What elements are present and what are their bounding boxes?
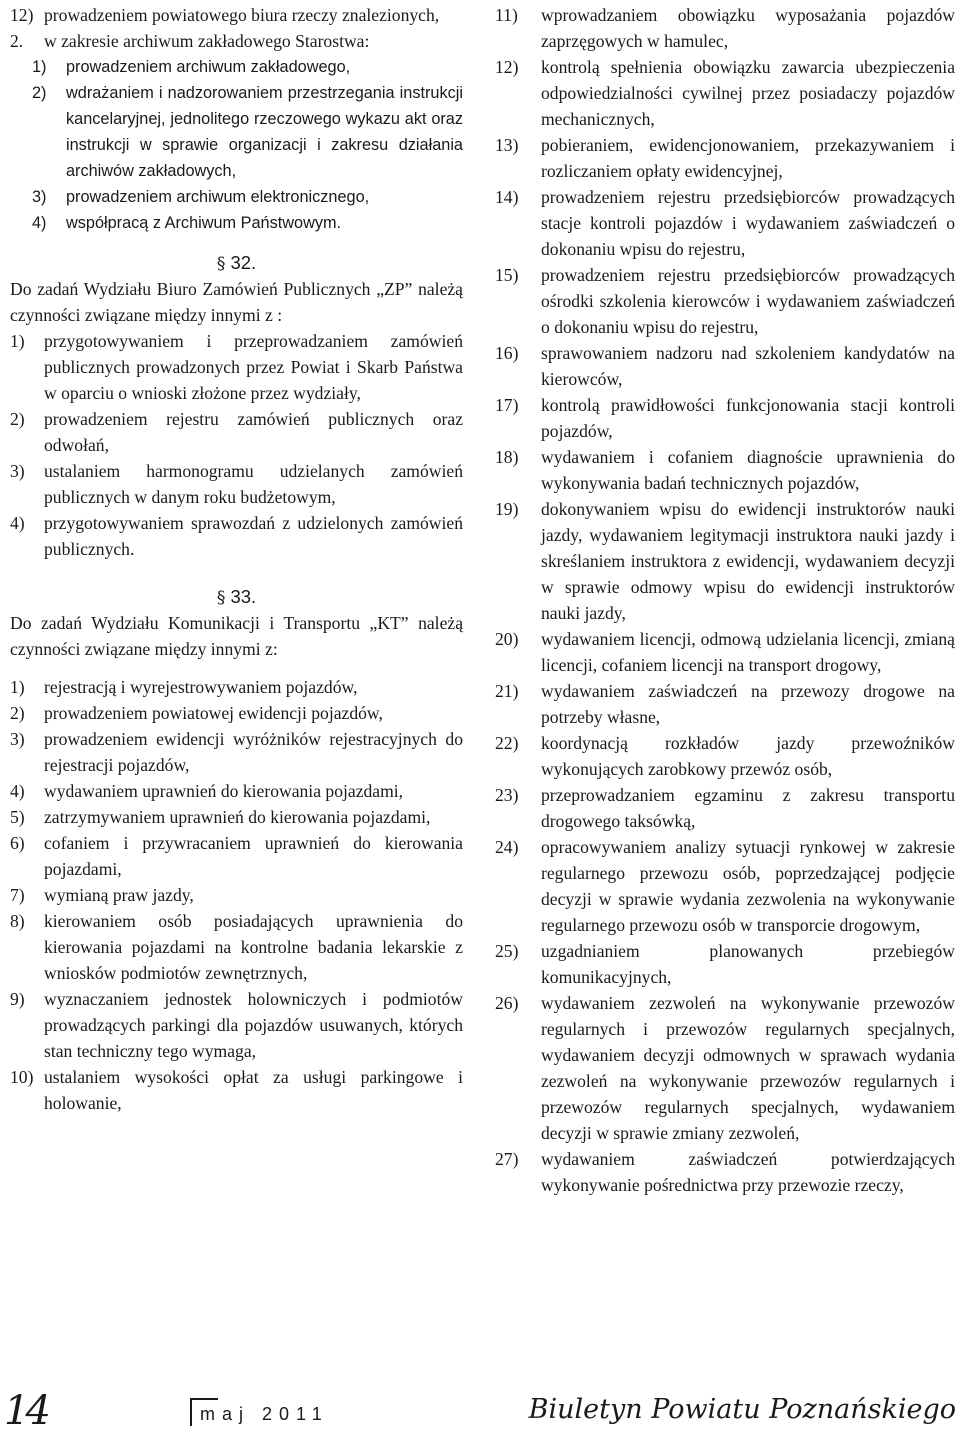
item-text: kontrolą spełnienia obowiązku zawarcia ubezpieczenia odpowiedzialności cywilnej przez posiadaczy pojazdów mechanicznych,: [541, 57, 955, 129]
list-item: [495, 834, 955, 938]
section-32-heading: [10, 250, 463, 276]
item-text: wydawaniem zaświadczeń potwierdzających wykonywanie pośrednictwa przy przewozie rzeczy,: [541, 1149, 955, 1195]
list-item: [495, 496, 955, 626]
list-item: [10, 184, 463, 210]
list-item: [10, 674, 463, 700]
item-number: 1): [32, 58, 47, 76]
item-number: 16): [495, 343, 519, 363]
list-item: [10, 210, 463, 236]
item-text: prowadzeniem rejestru przedsiębiorców prowadzących ośrodki szkolenia kierowców i wydawaniem zaświadczeń o dokonaniu wpisu do rejestru,: [541, 265, 955, 337]
list-item: [495, 392, 955, 444]
list-item: [495, 626, 955, 678]
section-33-heading: [10, 584, 463, 610]
item-text: prowadzeniem powiatowego biura rzeczy znalezionych,: [44, 5, 440, 25]
item-text: wdrażaniem i nadzorowaniem przestrzegania instrukcji kancelaryjnej, jednolitego rzeczowego wykazu akt oraz instrukcji w sprawie organizacji i zakresu działania archiwów zakładowych,: [66, 84, 463, 180]
item-number: 1): [10, 677, 25, 697]
item-number: 6): [10, 833, 25, 853]
list-item: [10, 80, 463, 184]
item-text: dokonywaniem wpisu do ewidencji instruktorów nauki jazdy, wydawaniem legitymacji instruktora nauki jazdy i skreślaniem instruktora z ewidencji, wydawaniem decyzji w sprawie odmowy wpisu do ewidencji instruktorów nauki jazdy,: [541, 499, 955, 623]
item-text: rejestracją i wyrejestrowywaniem pojazdów,: [44, 677, 358, 697]
item-number: 27): [495, 1149, 519, 1169]
item-number: 2): [32, 84, 47, 102]
right-column: [495, 2, 955, 1198]
item-text: prowadzeniem ewidencji wyróżników rejestracyjnych do rejestracji pojazdów,: [44, 729, 463, 775]
footer-bracket: [190, 1398, 192, 1426]
list-item: [495, 2, 955, 54]
list-item: [495, 444, 955, 496]
list-item: [10, 726, 463, 778]
item-text: współpracą z Archiwum Państwowym.: [66, 214, 342, 232]
list-item: [10, 830, 463, 882]
item-number: 12): [495, 57, 519, 77]
list-item: [495, 54, 955, 132]
item-number: 12): [10, 5, 34, 25]
list-item: [495, 262, 955, 340]
item-text: zatrzymywaniem uprawnień do kierowania pojazdami,: [44, 807, 431, 827]
item-text: wprowadzaniem obowiązku wyposażania pojazdów zaprzęgowych w hamulec,: [541, 5, 955, 51]
item-number: 4): [10, 513, 25, 533]
item-number: 5): [10, 807, 25, 827]
list-item: [10, 778, 463, 804]
item-number: 4): [32, 214, 47, 232]
item-text: koordynacją rozkładów jazdy przewoźników wykonujących zarobkowy przewóz osób,: [541, 733, 955, 779]
item-number: 11): [495, 5, 518, 25]
list-item: [10, 804, 463, 830]
list-item: [10, 1064, 463, 1116]
item-text: wydawaniem i cofaniem diagnoście uprawnienia do wykonywania badań technicznych pojazdów,: [541, 447, 955, 493]
item-text: przeprowadzaniem egzaminu z zakresu transportu drogowego taksówką,: [541, 785, 955, 831]
item-text: ustalaniem wysokości opłat za usługi parkingowe i holowanie,: [44, 1067, 463, 1113]
item-text: ustalaniem harmonogramu udzielanych zamówień publicznych w danym roku budżetowym,: [44, 461, 463, 507]
section-sign: §: [216, 588, 226, 608]
list-item: [495, 782, 955, 834]
item-number: 17): [495, 395, 519, 415]
section-33-intro: Do zadań Wydziału Komunikacji i Transportu „KT” należą czynności związane między innymi z:: [10, 613, 463, 659]
item-number: 22): [495, 733, 519, 753]
item-number: 13): [495, 135, 519, 155]
item-number: 2.: [10, 31, 24, 51]
item-text: kontrolą prawidłowości funkcjonowania stacji kontroli pojazdów,: [541, 395, 955, 441]
list-item: [10, 54, 463, 80]
item-text: prowadzeniem archiwum zakładowego,: [66, 58, 351, 76]
item-number: 24): [495, 837, 519, 857]
item-text: wydawaniem zaświadczeń na przewozy drogowe na potrzeby własne,: [541, 681, 955, 727]
item-number: 25): [495, 941, 519, 961]
item-number: 2): [10, 703, 25, 723]
item-text: sprawowaniem nadzoru nad szkoleniem kandydatów na kierowców,: [541, 343, 955, 389]
list-item: [10, 882, 463, 908]
journal-title: Biuletyn Powiatu Poznańskiego: [528, 1394, 956, 1425]
item-text: wyznaczaniem jednostek holowniczych i podmiotów prowadzących parkingi dla pojazdów usuwanych, których stan techniczny tego wymaga,: [44, 989, 463, 1061]
section-number: 33.: [230, 586, 257, 607]
item-number: 2): [10, 409, 25, 429]
item-text: przygotowywaniem sprawozdań z udzielonych zamówień publicznych.: [44, 513, 463, 559]
item-text: uzgadnianiem planowanych przebiegów komunikacyjnych,: [541, 941, 955, 987]
page-footer: [0, 1382, 960, 1445]
left-column: [10, 2, 463, 1116]
list-item: [10, 700, 463, 726]
list-item: [10, 908, 463, 986]
item-number: 4): [10, 781, 25, 801]
item-number: 8): [10, 911, 25, 931]
item-number: 23): [495, 785, 519, 805]
item-number: 3): [10, 461, 25, 481]
item-number: 10): [10, 1067, 34, 1087]
item-number: 19): [495, 499, 519, 519]
item-text: cofaniem i przywracaniem uprawnień do kierowania pojazdami,: [44, 833, 463, 879]
issue-month: maj 2011: [200, 1404, 329, 1424]
item-number: 1): [10, 331, 25, 351]
item-number: 14): [495, 187, 519, 207]
item-number: 21): [495, 681, 519, 701]
item-number: 3): [32, 188, 47, 206]
section-32-intro: Do zadań Wydziału Biuro Zamówień Publicznych „ZP” należą czynności związane między innymi z :: [10, 279, 463, 325]
page-number: 14: [4, 1388, 47, 1434]
list-item: [495, 340, 955, 392]
list-item: [495, 132, 955, 184]
section-number: 32.: [230, 252, 257, 273]
item-number: 18): [495, 447, 519, 467]
item-text: wymianą praw jazdy,: [44, 885, 194, 905]
list-item: [10, 986, 463, 1064]
list-item: [10, 328, 463, 406]
item-number: 9): [10, 989, 25, 1009]
item-number: 3): [10, 729, 25, 749]
item-text: prowadzeniem rejestru zamówień publicznych oraz odwołań,: [44, 409, 463, 455]
list-item: [495, 730, 955, 782]
item-text: prowadzeniem powiatowej ewidencji pojazdów,: [44, 703, 383, 723]
item-number: 26): [495, 993, 519, 1013]
item-text: prowadzeniem archiwum elektronicznego,: [66, 188, 370, 206]
item-text: pobieraniem, ewidencjonowaniem, przekazywaniem i rozliczaniem opłaty ewidencyjnej,: [541, 135, 955, 181]
list-item: [10, 510, 463, 562]
item-text: wydawaniem uprawnień do kierowania pojazdami,: [44, 781, 404, 801]
section-sign: §: [216, 254, 226, 274]
item-text: prowadzeniem rejestru przedsiębiorców prowadzących stacje kontroli pojazdów i wydawaniem zaświadczeń o dokonaniu wpisu do rejestru,: [541, 187, 955, 259]
list-item: [10, 28, 463, 54]
item-text: opracowywaniem analizy sytuacji rynkowej w zakresie regularnego przewozu osób, poprzedzającej podjęcie decyzji w sprawie wydania zezwolenia na wykonywanie regularnego przewozu osób w transporcie drogowym,: [541, 837, 955, 935]
list-item: [495, 1146, 955, 1198]
list-item: [10, 2, 463, 28]
list-item: [495, 184, 955, 262]
footer-bracket: [190, 1398, 218, 1400]
list-item: [10, 458, 463, 510]
item-number: 20): [495, 629, 519, 649]
item-text: przygotowywaniem i przeprowadzaniem zamówień publicznych prowadzonych przez Powiat i Skarb Państwa w oparciu o wnioski złożone przez wydziały,: [44, 331, 463, 403]
item-text: wydawaniem licencji, odmową udzielania licencji, zmianą licencji, cofaniem licencji na transport drogowy,: [541, 629, 955, 675]
list-item: [495, 678, 955, 730]
item-number: 7): [10, 885, 25, 905]
item-text: kierowaniem osób posiadających uprawnienia do kierowania pojazdami na kontrolne badania lekarskie z wniosków podmiotów zewnętrznych,: [44, 911, 463, 983]
item-number: 15): [495, 265, 519, 285]
item-text: w zakresie archiwum zakładowego Starostwa:: [44, 31, 370, 51]
list-item: [495, 938, 955, 990]
item-text: wydawaniem zezwoleń na wykonywanie przewozów regularnych i przewozów regularnych specjalnych, wydawaniem decyzji odmownych w sprawach wydania zezwoleń na wykonywanie przewozów regularnych i przewozów regularnych specjalnych, wydawaniem decyzji w sprawie zmiany zezwoleń,: [541, 993, 955, 1143]
list-item: [10, 406, 463, 458]
list-item: [495, 990, 955, 1146]
